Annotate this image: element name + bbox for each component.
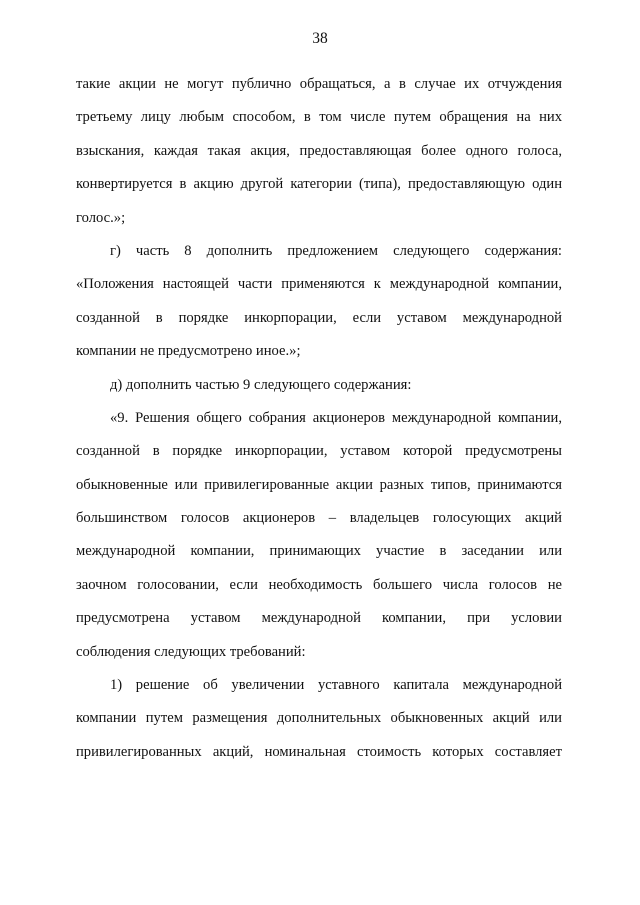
- page-number: 38: [312, 30, 328, 47]
- text-line: 1) решение об увеличении уставного капитала международной: [110, 677, 562, 694]
- text-line: большинством голосов акционеров – владельцев голосующих акций: [76, 510, 562, 527]
- text-line: компании не предусмотрено иное.»;: [76, 343, 301, 360]
- text-line: голос.»;: [76, 209, 126, 226]
- text-line: взыскания, каждая такая акция, предоставляющая более одного голоса,: [76, 142, 562, 159]
- document-body: [76, 71, 562, 772]
- text-line: «Положения настоящей части применяются к международной компании,: [76, 276, 562, 293]
- text-line: компании путем размещения дополнительных обыкновенных акций или: [76, 710, 562, 727]
- text-line: обыкновенные или привилегированные акции разных типов, принимаются: [76, 476, 562, 493]
- text-line: «9. Решения общего собрания акционеров международной компании,: [110, 409, 562, 426]
- text-line: предусмотрена уставом международной компании, при условии: [76, 610, 562, 627]
- text-line: созданной в порядке инкорпорации, уставом которой предусмотрены: [76, 443, 562, 460]
- text-line: привилегированных акций, номинальная стоимость которых составляет: [76, 743, 562, 760]
- text-line: соблюдения следующих требований:: [76, 643, 306, 660]
- text-line: созданной в порядке инкорпорации, если уставом международной: [76, 309, 562, 326]
- text-line: такие акции не могут публично обращаться, а в случае их отчуждения: [76, 76, 562, 92]
- text-line: заочном голосовании, если необходимость большего числа голосов не: [76, 576, 562, 593]
- text-line: конвертируется в акцию другой категории (типа), предоставляющую один: [76, 176, 562, 193]
- text-line: д) дополнить частью 9 следующего содержания:: [110, 376, 412, 393]
- text-line: международной компании, принимающих участие в заседании или: [76, 543, 562, 560]
- text-line: третьему лицу любым способом, в том числе путем обращения на них: [76, 109, 562, 126]
- text-line: г) часть 8 дополнить предложением следующего содержания:: [110, 242, 562, 259]
